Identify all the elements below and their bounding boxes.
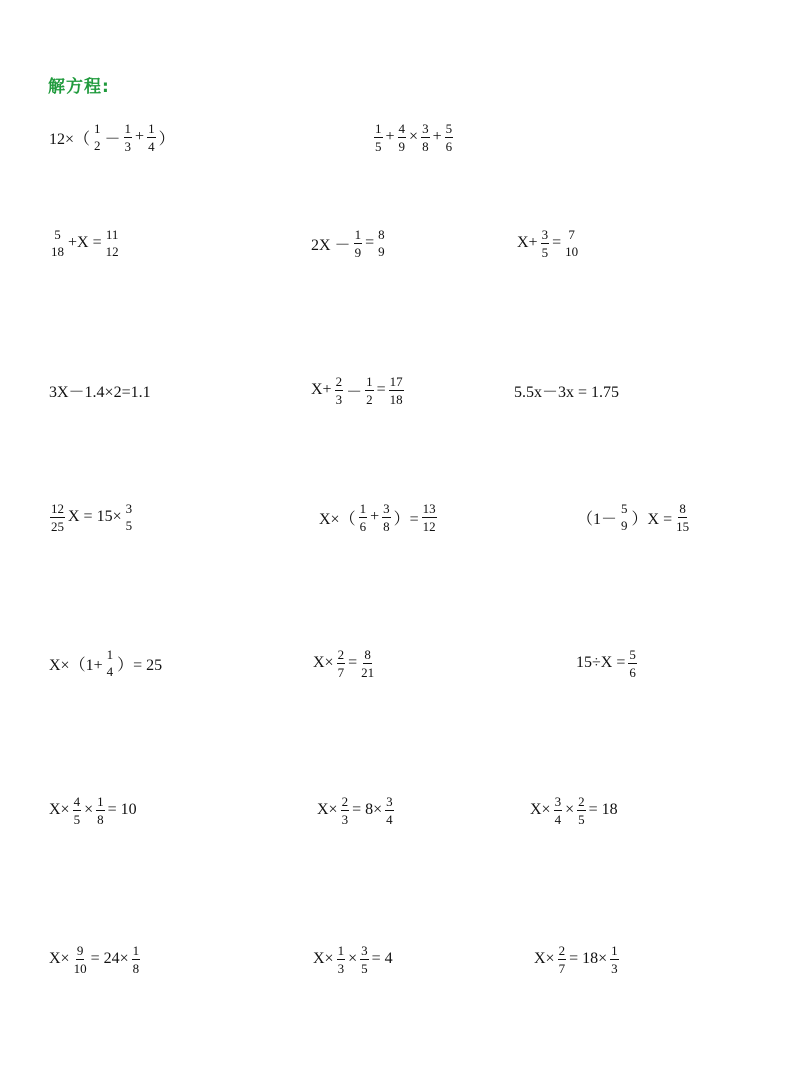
denominator: 5	[578, 811, 585, 827]
fraction	[554, 795, 563, 826]
denominator: 5	[125, 518, 133, 533]
expression-text: = 18	[588, 801, 618, 818]
numerator: 8	[679, 500, 686, 516]
expression-text: +	[432, 128, 442, 145]
fraction	[564, 228, 579, 258]
fraction	[558, 944, 567, 975]
numerator: 7	[568, 227, 575, 242]
fraction	[50, 502, 65, 533]
numerator: 1	[124, 120, 132, 136]
problem-12	[48, 639, 163, 687]
numerator: 3	[361, 942, 368, 958]
fraction	[73, 944, 88, 975]
denominator: 2	[366, 391, 373, 407]
denominator: 18	[389, 391, 403, 407]
denominator: 3	[611, 960, 618, 976]
expression-text: ×	[565, 801, 575, 818]
denominator: 9	[398, 138, 406, 154]
numerator: 1	[106, 647, 114, 662]
fraction	[124, 122, 133, 153]
expression-text: =	[376, 381, 386, 398]
numerator: 3	[541, 226, 549, 242]
expression-text: （1－	[577, 510, 618, 528]
problem-10	[318, 493, 439, 541]
numerator: 12	[51, 500, 64, 516]
expression-text: +	[135, 128, 145, 145]
problem-7	[310, 366, 406, 414]
numerator: 2	[558, 942, 566, 958]
numerator: 3	[383, 500, 390, 516]
fraction	[628, 648, 637, 679]
fraction	[445, 122, 454, 153]
fraction	[359, 502, 368, 533]
numerator: 3	[554, 793, 562, 809]
expression-text: X×	[534, 950, 555, 967]
expression-text: 2X －	[311, 236, 351, 254]
denominator: 21	[361, 664, 375, 680]
fraction	[337, 648, 346, 679]
expression-text: X×（	[319, 510, 356, 528]
numerator: 1	[611, 942, 618, 958]
numerator: 3	[125, 501, 133, 516]
expression-text: －	[104, 130, 121, 148]
expression-text: =	[365, 234, 375, 251]
expression-text: X×	[49, 950, 70, 967]
numerator: 5	[445, 120, 453, 136]
denominator: 12	[422, 518, 436, 534]
numerator: 3	[422, 120, 429, 136]
fraction	[50, 228, 65, 258]
problem-16	[316, 786, 396, 834]
expression-text: = 10	[107, 801, 137, 818]
fraction	[360, 944, 369, 975]
fraction	[125, 502, 134, 532]
fraction	[377, 228, 386, 258]
denominator: 8	[97, 811, 104, 827]
problem-20	[533, 935, 621, 983]
fraction	[577, 795, 586, 826]
expression-text: X = 15×	[68, 508, 122, 525]
fraction	[106, 648, 115, 678]
denominator: 6	[629, 664, 636, 680]
numerator: 1	[375, 120, 382, 136]
fraction	[541, 228, 550, 259]
numerator: 1	[366, 373, 373, 389]
problem-3	[48, 219, 122, 267]
problem-15	[48, 786, 138, 834]
fraction	[675, 502, 690, 533]
numerator: 1	[94, 121, 101, 136]
denominator: 5	[73, 811, 81, 827]
numerator: 1	[97, 793, 104, 809]
denominator: 8	[132, 960, 140, 976]
expression-text: X×	[313, 950, 334, 967]
fraction	[132, 944, 141, 975]
expression-text: = 8×	[352, 801, 383, 818]
numerator: 2	[341, 793, 349, 809]
numerator: 1	[148, 120, 155, 136]
denominator: 4	[386, 811, 393, 827]
numerator: 1	[337, 942, 345, 958]
expression-text: ×	[409, 128, 419, 145]
numerator: 9	[76, 942, 84, 958]
denominator: 4	[106, 664, 114, 679]
denominator: 8	[383, 518, 390, 534]
fraction	[382, 502, 391, 533]
expression-text: ）X =	[631, 510, 673, 528]
numerator: 8	[364, 646, 371, 662]
denominator: 18	[51, 244, 64, 259]
expression-text: ×	[84, 801, 94, 818]
expression-text: ×	[348, 950, 358, 967]
denominator: 25	[51, 518, 64, 534]
denominator: 6	[445, 138, 453, 154]
fraction	[398, 122, 407, 153]
expression-text: －	[346, 383, 363, 401]
denominator: 12	[105, 244, 119, 259]
fraction	[147, 122, 156, 153]
expression-text: ）=	[393, 510, 419, 528]
expression-text: X×	[313, 654, 334, 671]
numerator: 1	[354, 226, 362, 242]
fraction	[360, 648, 375, 679]
denominator: 5	[375, 138, 382, 154]
denominator: 3	[341, 811, 349, 827]
denominator: 7	[337, 664, 345, 680]
expression-text: = 18×	[569, 950, 608, 967]
numerator: 13	[422, 500, 436, 516]
expression-text: 12×（	[49, 130, 91, 148]
problem-19	[312, 935, 394, 983]
problem-4	[310, 219, 388, 267]
fraction	[422, 502, 437, 533]
numerator: 1	[132, 942, 140, 958]
numerator: 2	[578, 793, 585, 809]
numerator: 4	[398, 120, 406, 136]
expression-text: =	[348, 654, 358, 671]
fraction	[73, 795, 82, 826]
problem-8	[513, 366, 620, 414]
denominator: 9	[354, 244, 362, 260]
fraction	[96, 795, 105, 826]
fraction	[365, 375, 374, 406]
numerator: 17	[389, 373, 403, 389]
denominator: 7	[558, 960, 566, 976]
denominator: 10	[73, 960, 87, 976]
fraction	[93, 122, 102, 152]
fraction	[620, 502, 629, 532]
numerator: 1	[359, 500, 367, 516]
expression-text: +	[385, 128, 395, 145]
problem-9	[48, 493, 135, 541]
expression-text: =	[552, 234, 562, 251]
fraction	[374, 122, 383, 153]
expression-text: ）= 25	[117, 656, 163, 674]
problem-14	[575, 639, 639, 687]
fraction	[385, 795, 394, 826]
numerator: 5	[54, 227, 61, 242]
numerator: 3	[386, 793, 393, 809]
denominator: 6	[359, 518, 367, 534]
fraction	[335, 375, 344, 406]
numerator: 2	[335, 373, 343, 389]
problem-2	[372, 113, 455, 161]
expression-text: = 4	[371, 950, 393, 967]
denominator: 3	[337, 960, 345, 976]
problem-17	[529, 786, 619, 834]
problem-1	[48, 113, 176, 161]
expression-text: X×	[317, 801, 338, 818]
expression-text: X×	[530, 801, 551, 818]
expression-text: +X =	[68, 234, 102, 251]
problem-11	[576, 493, 692, 541]
fraction	[337, 944, 346, 975]
denominator: 10	[565, 244, 579, 259]
fraction	[105, 228, 120, 258]
fraction	[341, 795, 350, 826]
denominator: 4	[148, 138, 155, 154]
expression-text: 5.5x－3x = 1.75	[514, 383, 620, 401]
problem-18	[48, 935, 142, 983]
expression-text: = 24×	[90, 950, 129, 967]
denominator: 9	[378, 244, 385, 259]
numerator: 4	[73, 793, 81, 809]
denominator: 5	[361, 960, 368, 976]
denominator: 3	[124, 138, 132, 154]
denominator: 8	[422, 138, 429, 154]
denominator: 9	[621, 518, 628, 533]
numerator: 5	[621, 501, 628, 516]
numerator: 11	[105, 227, 119, 242]
page-heading: 解方程:	[48, 77, 110, 97]
denominator: 2	[94, 138, 101, 153]
denominator: 4	[554, 811, 562, 827]
fraction	[421, 122, 430, 153]
expression-text: +	[370, 508, 380, 525]
fraction	[389, 375, 404, 406]
expression-text: 3X－1.4×2=1.1	[49, 383, 151, 401]
problem-13	[312, 639, 377, 687]
expression-text: 15÷X =	[576, 654, 626, 671]
denominator: 3	[335, 391, 343, 407]
denominator: 15	[676, 518, 690, 534]
numerator: 5	[629, 646, 636, 662]
numerator: 8	[378, 227, 385, 242]
expression-text: X+	[517, 234, 538, 251]
problem-6	[48, 366, 152, 414]
problem-5	[516, 219, 581, 267]
numerator: 2	[337, 646, 345, 662]
expression-text: X+	[311, 381, 332, 398]
expression-text: ）	[158, 130, 175, 148]
fraction	[610, 944, 619, 975]
expression-text: X×（1+	[49, 656, 103, 674]
denominator: 5	[541, 244, 549, 260]
expression-text: X×	[49, 801, 70, 818]
fraction	[354, 228, 363, 259]
